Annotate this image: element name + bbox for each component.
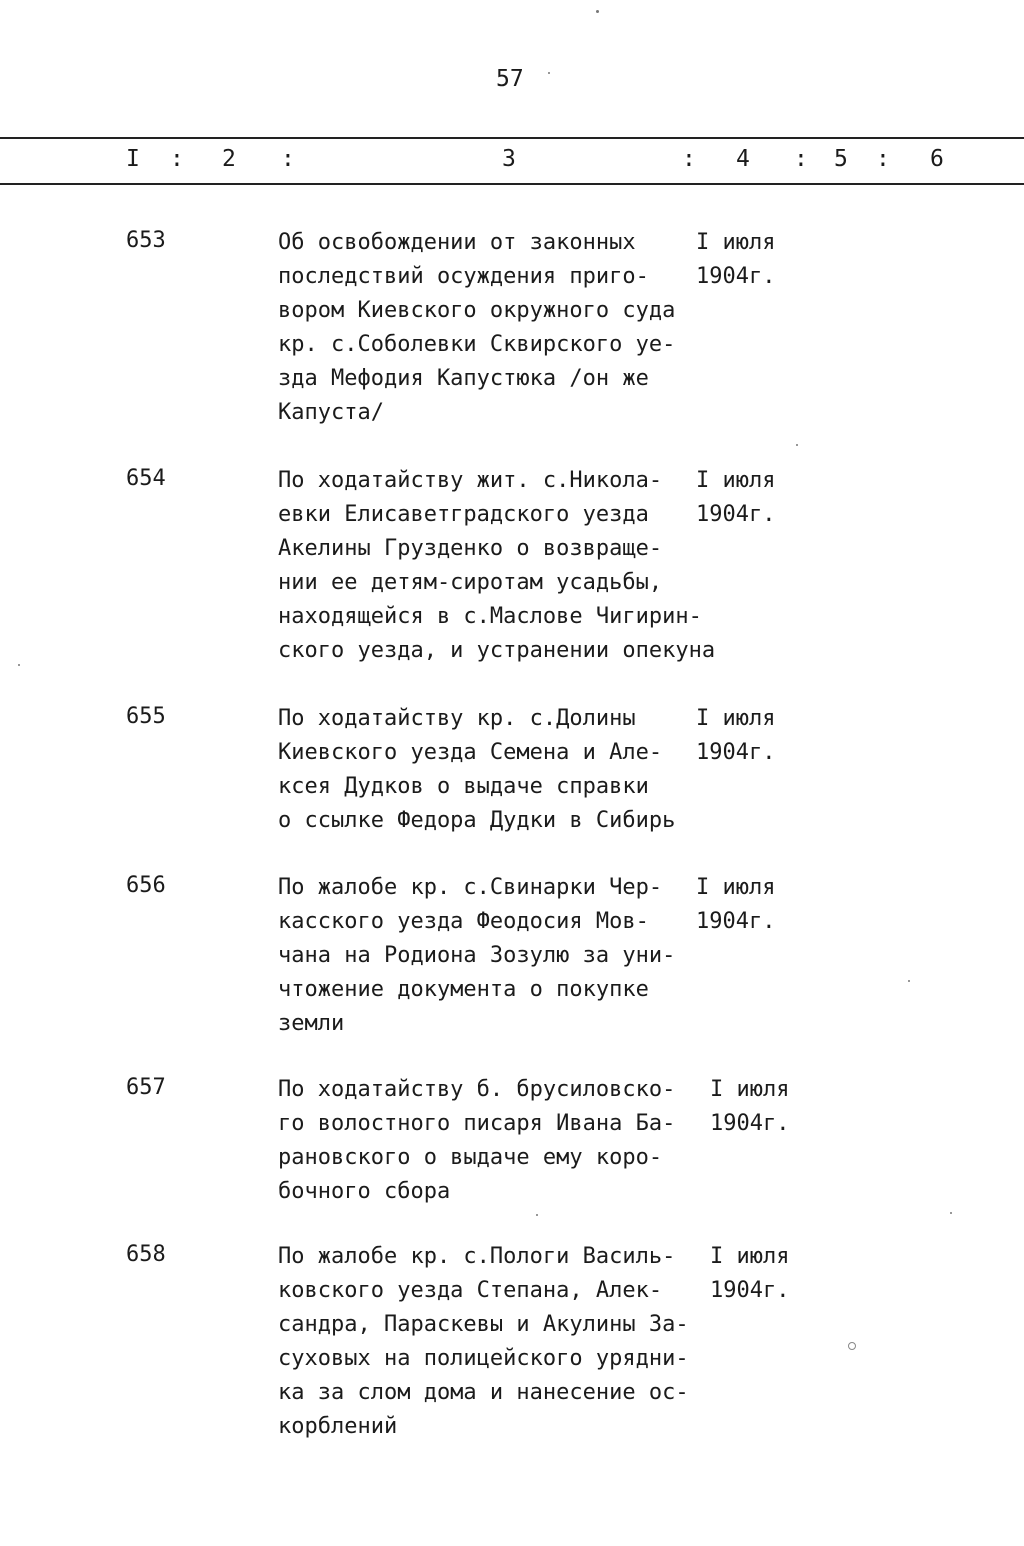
entry-description (278, 1242, 698, 1446)
entry-date (696, 466, 775, 534)
entry-text-line: земли (278, 1011, 345, 1036)
entry-text-line: го волостного писаря Ивана Ба- (278, 1111, 676, 1136)
scan-speck (548, 72, 550, 74)
entry-text-line: зда Мефодия Капустюка /он же (278, 366, 649, 391)
entry-date (710, 1075, 789, 1143)
entry-text-line: Акелины Грузденко о возвраще- (278, 536, 663, 561)
entry-number: 655 (126, 704, 166, 729)
scan-speck (908, 980, 910, 982)
entry-number: 654 (126, 466, 166, 491)
entry-date-day: I июля (696, 468, 776, 493)
entry-date-day: I июля (696, 706, 776, 731)
scan-speck (596, 10, 599, 13)
column-header-5: 5 (834, 146, 848, 172)
entry-text-line: бочного сбора (278, 1179, 451, 1204)
entry-description (278, 704, 698, 840)
entry-date-day: I июля (710, 1077, 790, 1102)
entry-text-line: находящейся в с.Маслове Чигирин- (278, 604, 702, 629)
page-number: 57 (496, 66, 524, 92)
scan-speck (18, 664, 20, 666)
entry-text-line: последствий осуждения приго- (278, 264, 649, 289)
entry-date (696, 228, 775, 296)
scan-speck (796, 444, 798, 446)
header-bottom-rule (0, 183, 1024, 185)
entry-number: 656 (126, 873, 166, 898)
entry-date-year: 1904г. (710, 1278, 790, 1303)
entry-date-year: 1904г. (696, 264, 776, 289)
entry-description (278, 1075, 698, 1211)
entry-date-year: 1904г. (696, 502, 776, 527)
entry-date (696, 704, 775, 772)
entry-text-line: По ходатайству б. брусиловско- (278, 1077, 676, 1102)
entry-text-line: По жалобе кр. с.Свинарки Чер- (278, 875, 663, 900)
header-top-rule (0, 137, 1024, 139)
entry-date-day: I июля (696, 875, 776, 900)
entry-text-line: чтожение документа о покупке (278, 977, 649, 1002)
entry-date-year: 1904г. (696, 740, 776, 765)
column-separator: : (794, 146, 808, 172)
entry-text-line: вором Киевского окружного суда (278, 298, 676, 323)
entry-text-line: ковского уезда Степана, Алек- (278, 1278, 663, 1303)
entry-text-line: касского уезда Феодосия Мов- (278, 909, 649, 934)
entry-date (710, 1242, 789, 1310)
column-header-1: I (126, 146, 140, 172)
entry-text-line: Об освобождении от законных (278, 230, 636, 255)
entry-date-year: 1904г. (696, 909, 776, 934)
column-separator: : (876, 146, 890, 172)
column-header-6: 6 (930, 146, 944, 172)
scan-speck (848, 1342, 856, 1350)
entry-text-line: Капуста/ (278, 400, 384, 425)
entry-text-line: По ходатайству кр. с.Долины (278, 706, 636, 731)
entry-text-line: суховых на полицейского урядни- (278, 1346, 689, 1371)
entry-description (278, 466, 716, 670)
entry-text-line: чана на Родиона Зозулю за уни- (278, 943, 676, 968)
column-header-3: 3 (502, 146, 516, 172)
entry-number: 658 (126, 1242, 166, 1267)
column-separator: : (682, 146, 696, 172)
entry-date-day: I июля (710, 1244, 790, 1269)
column-separator: : (170, 146, 184, 172)
entry-text-line: ского уезда, и устранении опекуна (278, 638, 716, 663)
entry-text-line: ка за слом дома и нанесение ос- (278, 1380, 689, 1405)
entry-text-line: Киевского уезда Семена и Але- (278, 740, 663, 765)
entry-date-year: 1904г. (710, 1111, 790, 1136)
entry-number: 657 (126, 1075, 166, 1100)
column-separator: : (281, 146, 295, 172)
entry-text-line: корблений (278, 1414, 398, 1439)
column-header-row (0, 146, 1024, 176)
entry-text-line: ксея Дудков о выдаче справки (278, 774, 649, 799)
column-header-2: 2 (222, 146, 236, 172)
entry-date-day: I июля (696, 230, 776, 255)
entry-text-line: евки Елисаветградского уезда (278, 502, 649, 527)
entry-date (696, 873, 775, 941)
scan-speck (536, 1214, 538, 1216)
entry-text-line: По ходатайству жит. с.Никола- (278, 468, 663, 493)
entry-text-line: кр. с.Соболевки Сквирского уе- (278, 332, 676, 357)
entry-text-line: нии ее детям-сиротам усадьбы, (278, 570, 663, 595)
entry-description (278, 873, 698, 1043)
entry-number: 653 (126, 228, 166, 253)
entry-text-line: о ссылке Федора Дудки в Сибирь (278, 808, 676, 833)
entry-description (278, 228, 698, 432)
column-header-4: 4 (736, 146, 750, 172)
entry-text-line: рановского о выдаче ему коро- (278, 1145, 663, 1170)
entry-text-line: По жалобе кр. с.Пологи Василь- (278, 1244, 676, 1269)
entry-text-line: сандра, Параскевы и Акулины За- (278, 1312, 689, 1337)
scan-speck (950, 1212, 952, 1214)
